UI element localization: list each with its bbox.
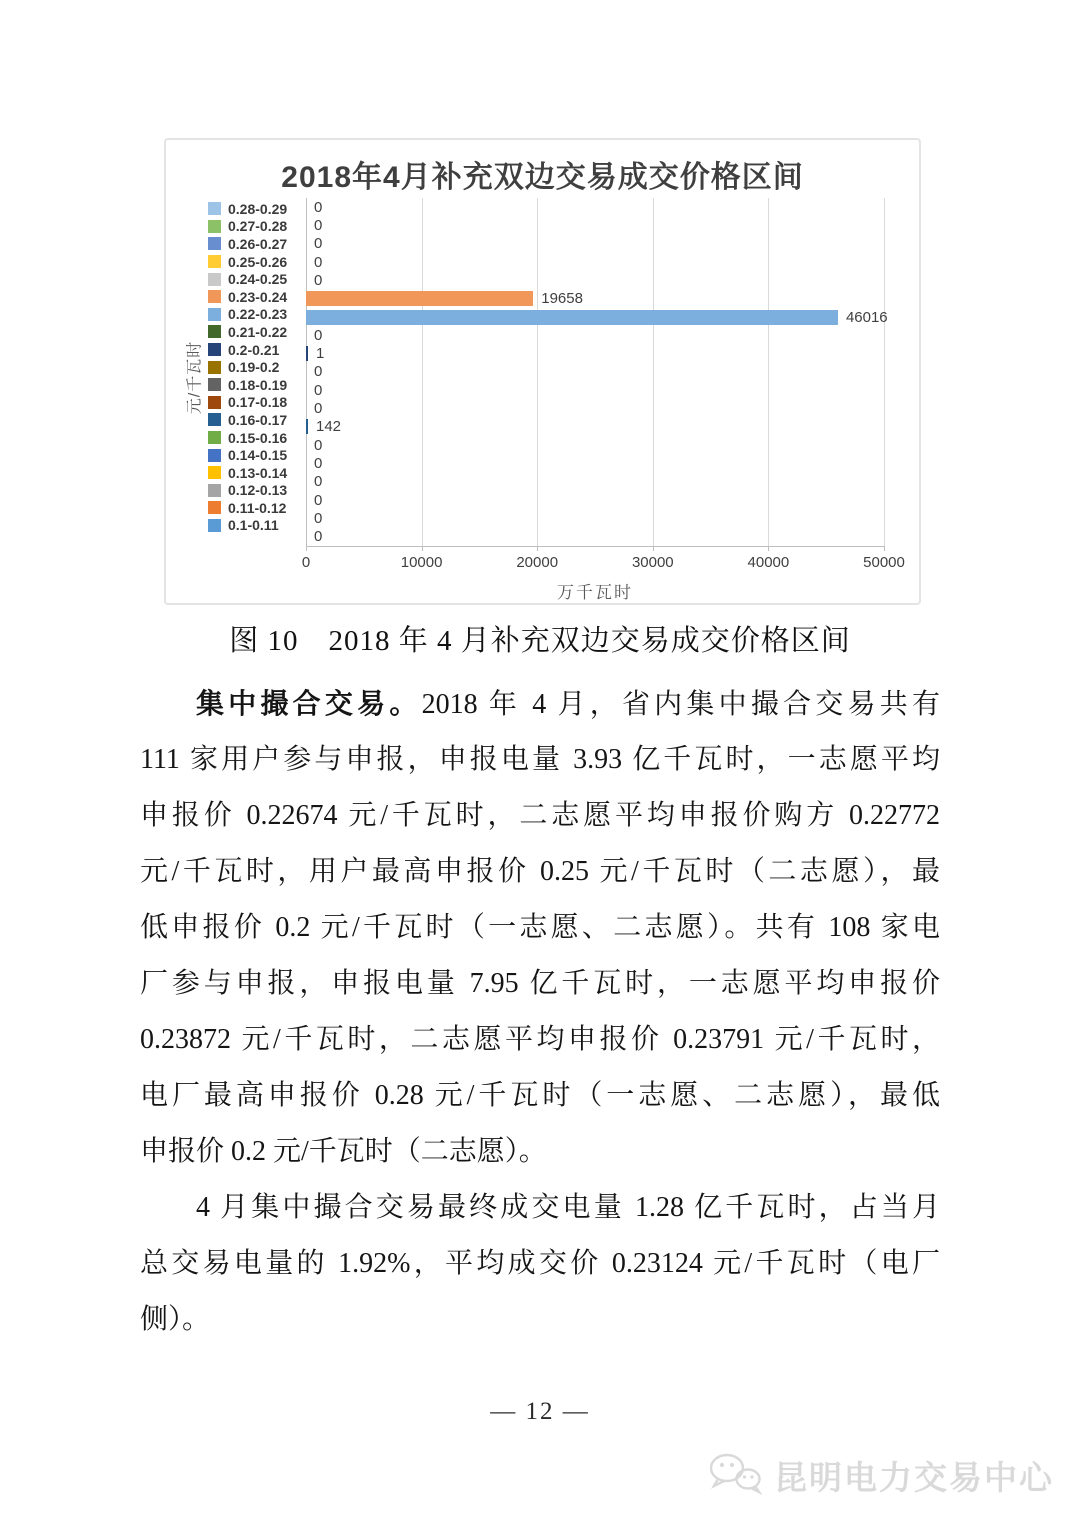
legend-item — [208, 306, 287, 324]
bar-0.2-0.21 — [306, 346, 308, 361]
legend-swatch — [208, 290, 221, 303]
legend-swatch — [208, 413, 221, 426]
legend-swatch — [208, 501, 221, 514]
legend-swatch — [208, 343, 221, 356]
bar-value-label: 0 — [314, 253, 323, 271]
x-axis-tick-label: 0 — [301, 554, 311, 571]
bar-value-label: 0 — [314, 528, 323, 546]
bar-value-label: 0 — [314, 510, 323, 528]
axis-tick-mark — [884, 546, 885, 551]
bar-value-label: 142 — [316, 418, 342, 436]
legend-swatch — [208, 308, 221, 321]
bar-0.16-0.17 — [306, 419, 308, 434]
legend-label: 0.19-0.2 — [228, 359, 280, 376]
gridline — [537, 198, 538, 546]
body-text-line: 111 家用户参与申报，申报电量 3.93 亿千瓦时，一志愿平均 — [140, 744, 940, 775]
x-axis-line — [306, 546, 884, 547]
bar-value-label: 0 — [314, 326, 323, 344]
legend-item — [208, 429, 287, 447]
legend-swatch — [208, 325, 221, 338]
legend-label: 0.27-0.28 — [228, 218, 288, 235]
body-text-span: 2018 年 4 月，省内集中撮合交易共有 — [421, 689, 940, 720]
legend-item — [208, 341, 287, 359]
bar-value-label: 0 — [314, 455, 323, 473]
bar-value-label: 0 — [314, 235, 323, 253]
body-text-line: 申报价 0.22674 元/千瓦时，二志愿平均申报价购方 0.22772 — [140, 800, 940, 831]
x-axis-tick-label: 40000 — [747, 554, 790, 571]
legend-label: 0.26-0.27 — [228, 235, 288, 252]
body-text-line — [140, 676, 940, 732]
wechat-icon — [706, 1450, 764, 1501]
body-text-line: 电厂最高申报价 0.28 元/千瓦时（一志愿、二志愿），最低 — [140, 1080, 940, 1111]
price-range-bar-chart — [164, 138, 921, 605]
legend-swatch — [208, 449, 221, 462]
legend-label: 0.28-0.29 — [228, 200, 288, 217]
legend-item — [208, 394, 287, 412]
gridline — [653, 198, 654, 546]
x-axis-tick-label: 50000 — [863, 554, 905, 571]
page-number: — 12 — — [490, 1398, 590, 1425]
legend-label: 0.25-0.26 — [228, 253, 288, 270]
publisher-watermark — [706, 1450, 1054, 1501]
bar-value-label: 0 — [314, 363, 323, 381]
x-axis-tick-label: 30000 — [631, 554, 674, 571]
legend-label: 0.16-0.17 — [228, 411, 288, 428]
body-text — [140, 676, 940, 1348]
legend-swatch — [208, 378, 221, 391]
bar-0.22-0.23 — [306, 310, 838, 325]
legend-label: 0.2-0.21 — [228, 341, 280, 358]
legend-item — [208, 499, 287, 517]
bar-value-label: 1 — [316, 345, 325, 363]
gridline — [884, 198, 885, 546]
legend-swatch — [208, 273, 221, 286]
legend-label: 0.14-0.15 — [228, 447, 288, 464]
chart-legend — [208, 200, 287, 534]
legend-item — [208, 482, 287, 500]
body-text-line: 厂参与申报，申报电量 7.95 亿千瓦时，一志愿平均申报价 — [140, 968, 940, 999]
legend-swatch — [208, 255, 221, 268]
legend-swatch — [208, 237, 221, 250]
legend-item — [208, 411, 287, 429]
x-axis-tick-label: 10000 — [400, 554, 443, 571]
axis-tick-mark — [653, 546, 654, 551]
legend-label: 0.13-0.14 — [228, 464, 288, 481]
legend-item — [208, 376, 287, 394]
body-text-line: 总交易电量的 1.92%，平均成交价 0.23124 元/千瓦时（电厂 — [140, 1248, 940, 1279]
bar-value-label: 0 — [314, 198, 323, 216]
legend-label: 0.1-0.11 — [228, 517, 279, 534]
legend-swatch — [208, 396, 221, 409]
watermark-text: 昆明电力交易中心 — [774, 1459, 1054, 1496]
legend-label: 0.12-0.13 — [228, 482, 288, 499]
legend-swatch — [208, 519, 221, 532]
y-axis-line — [306, 198, 307, 546]
legend-swatch — [208, 466, 221, 479]
legend-item — [208, 464, 287, 482]
body-text-line: 4 月集中撮合交易最终成交电量 1.28 亿千瓦时，占当月 — [196, 1192, 940, 1223]
body-text-line: 0.23872 元/千瓦时，二志愿平均申报价 0.23791 元/千瓦时， — [140, 1024, 940, 1055]
legend-label: 0.21-0.22 — [228, 323, 288, 340]
bar-value-label: 46016 — [845, 308, 888, 326]
legend-item — [208, 446, 287, 464]
legend-item — [208, 218, 287, 236]
paragraph-lead-bold: 集中撮合交易。 — [196, 688, 422, 719]
bar-value-label: 0 — [314, 216, 323, 234]
legend-label: 0.15-0.16 — [228, 429, 288, 446]
axis-tick-mark — [768, 546, 769, 551]
axis-tick-mark — [422, 546, 423, 551]
body-text-line: 申报价 0.2 元/千瓦时（二志愿）。 — [140, 1136, 547, 1167]
legend-swatch — [208, 202, 221, 215]
legend-swatch — [208, 361, 221, 374]
legend-swatch — [208, 220, 221, 233]
legend-item — [208, 323, 287, 341]
y-axis-title: 元/千瓦时 — [186, 340, 204, 415]
legend-swatch — [208, 484, 221, 497]
legend-item — [208, 253, 287, 271]
legend-item — [208, 200, 287, 218]
body-text-line: 元/千瓦时，用户最高申报价 0.25 元/千瓦时（二志愿），最 — [140, 856, 940, 887]
bar-0.23-0.24 — [306, 291, 533, 306]
bar-value-label: 0 — [314, 436, 323, 454]
bar-value-label: 0 — [314, 271, 323, 289]
body-text-line: 低申报价 0.2 元/千瓦时（一志愿、二志愿）。共有 108 家电 — [140, 912, 940, 943]
bar-value-label: 0 — [314, 381, 323, 399]
legend-label: 0.22-0.23 — [228, 306, 288, 323]
axis-tick-mark — [306, 546, 307, 551]
legend-item — [208, 235, 287, 253]
x-axis-title: 万千瓦时 — [557, 583, 633, 602]
gridline — [768, 198, 769, 546]
bar-value-label: 0 — [314, 473, 323, 491]
figure-caption: 图 10 2018 年 4 月补充双边交易成交价格区间 — [229, 625, 851, 657]
gridline — [422, 198, 423, 546]
legend-item — [208, 517, 287, 535]
legend-label: 0.18-0.19 — [228, 376, 288, 393]
legend-label: 0.24-0.25 — [228, 271, 288, 288]
chart-plot-area — [306, 198, 888, 546]
chart-title: 2018年4月补充双边交易成交价格区间 — [281, 161, 804, 194]
legend-label: 0.23-0.24 — [228, 288, 288, 305]
bar-value-label: 0 — [314, 491, 323, 509]
x-axis-tick-label: 20000 — [516, 554, 559, 571]
bar-value-label: 0 — [314, 400, 323, 418]
legend-label: 0.11-0.12 — [228, 499, 287, 516]
legend-item — [208, 270, 287, 288]
legend-swatch — [208, 431, 221, 444]
legend-item — [208, 288, 287, 306]
body-text-line: 侧）。 — [140, 1304, 211, 1335]
axis-tick-mark — [537, 546, 538, 551]
legend-label: 0.17-0.18 — [228, 394, 288, 411]
bar-value-label: 19658 — [541, 290, 583, 308]
legend-item — [208, 358, 287, 376]
